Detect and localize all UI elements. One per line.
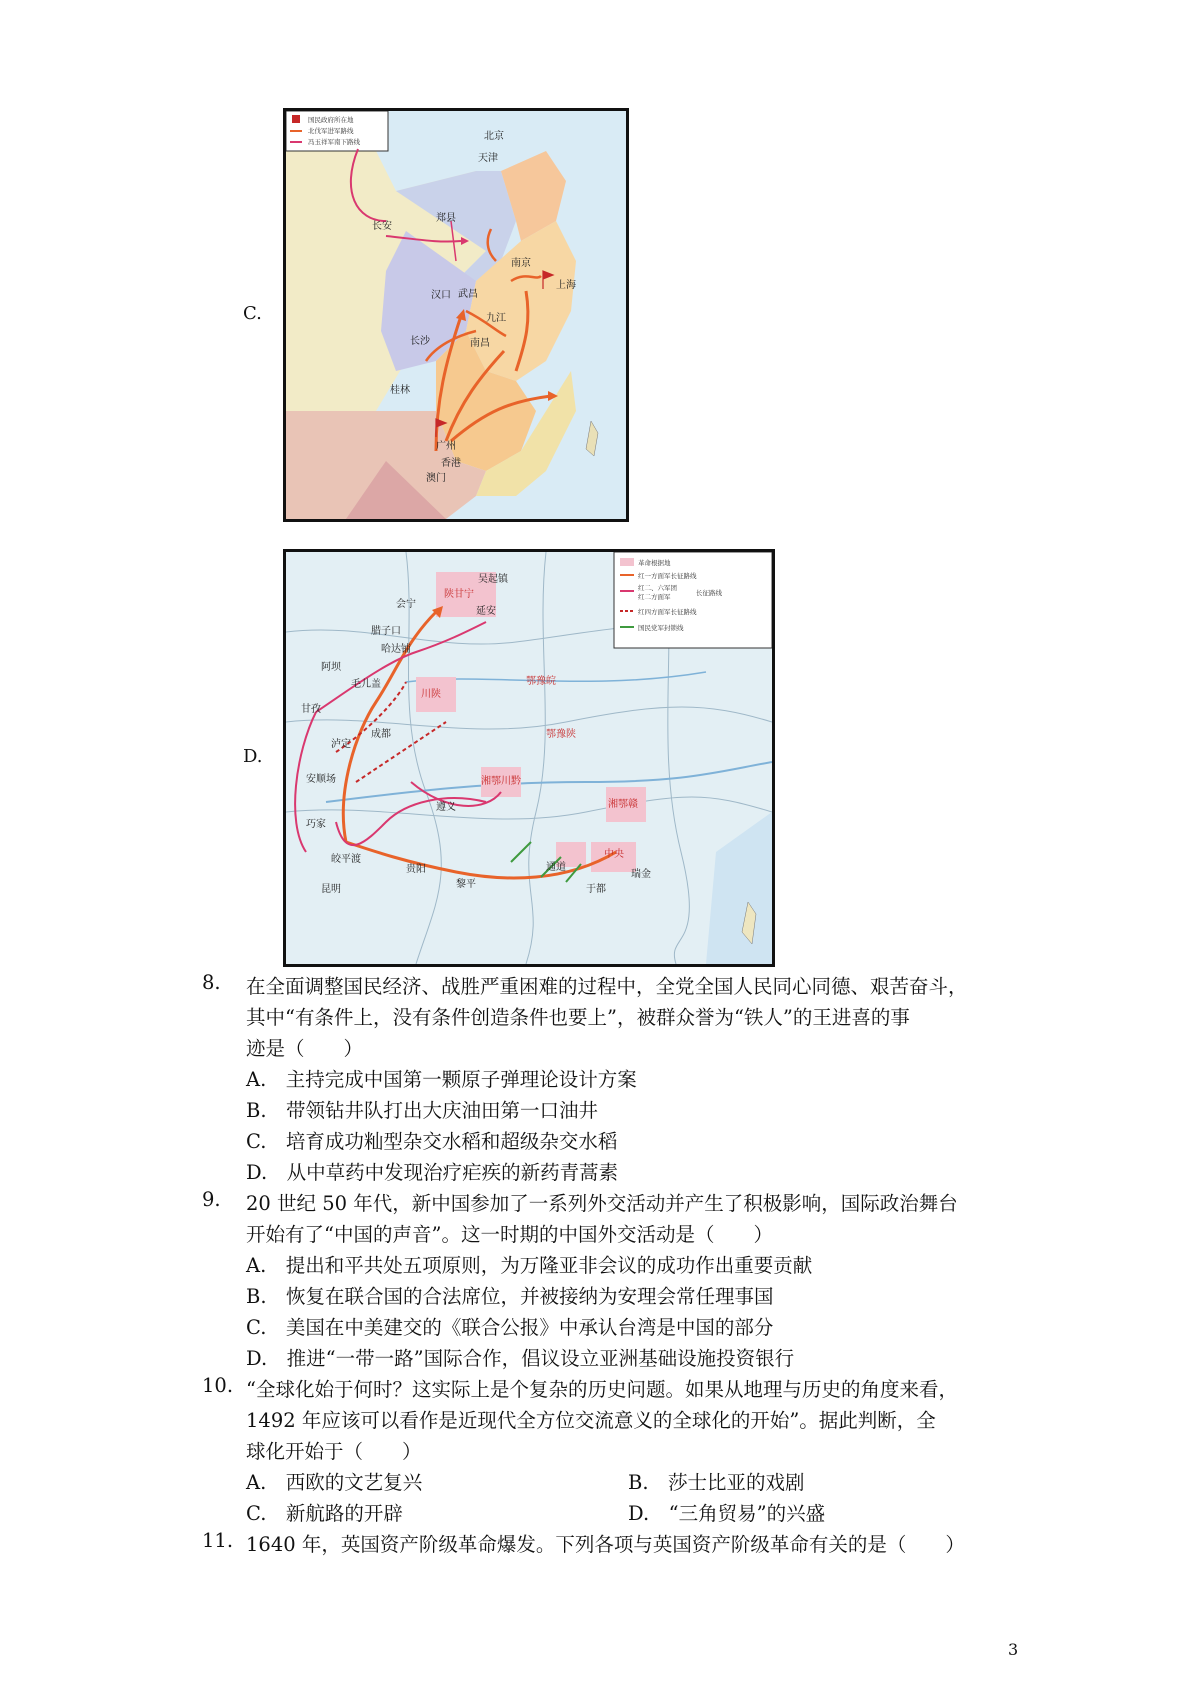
region-label: 陕甘宁 xyxy=(444,589,474,600)
answer-option[interactable]: D. “三角贸易”的兴盛 xyxy=(628,1502,826,1525)
city-label: 桂林 xyxy=(390,385,410,396)
city-label: 长沙 xyxy=(410,336,430,347)
region-label: 湘鄂赣 xyxy=(608,799,638,810)
city-label: 上海 xyxy=(556,280,576,291)
city-label: 安顺场 xyxy=(306,774,336,785)
city-label: 黎平 xyxy=(456,879,476,890)
answer-option[interactable]: A. 提出和平共处五项原则，为万隆亚非会议的成功作出重要贡献 xyxy=(246,1254,813,1277)
city-label: 哈达铺 xyxy=(381,644,411,655)
city-label: 香港 xyxy=(441,458,461,469)
question-number: 10. xyxy=(202,1374,234,1397)
question-text: 球化开始于（ ） xyxy=(246,1440,422,1463)
legend-d-item: 红二方面军 xyxy=(638,593,671,601)
question-text: “全球化始于何时？这实际上是个复杂的历史问题。如果从地理与历史的角度来看， xyxy=(246,1378,958,1401)
question-number: 11. xyxy=(202,1529,234,1552)
answer-option[interactable]: D. 从中草药中发现治疗疟疾的新药青蒿素 xyxy=(246,1161,619,1184)
answer-option[interactable]: C. 美国在中美建交的《联合公报》中承认台湾是中国的部分 xyxy=(246,1316,774,1339)
question-text: 开始有了“中国的声音”。这一时期的中国外交活动是（ ） xyxy=(246,1223,773,1246)
question-text: 1492 年应该可以看作是近现代全方位交流意义的全球化的开始”。据此判断，全 xyxy=(246,1409,936,1432)
city-label: 于都 xyxy=(586,884,606,895)
region-label: 鄂豫皖 xyxy=(526,676,556,687)
region-label: 湘鄂川黔 xyxy=(481,776,521,787)
answer-option[interactable]: C. 培育成功籼型杂交水稻和超级杂交水稻 xyxy=(246,1130,618,1153)
answer-option[interactable]: B. 恢复在联合国的合法席位，并被接纳为安理会常任理事国 xyxy=(246,1285,774,1308)
city-label: 北京 xyxy=(484,131,504,142)
question-text: 迹是（ ） xyxy=(246,1037,364,1060)
city-label: 瑞金 xyxy=(631,869,651,880)
region-label: 中央 xyxy=(604,849,624,860)
question-text: 20 世纪 50 年代，新中国参加了一系列外交活动并产生了积极影响，国际政治舞台 xyxy=(246,1192,958,1215)
city-label: 遵义 xyxy=(436,802,456,813)
legend-d-item: 国民党军封锁线 xyxy=(638,624,684,632)
answer-option[interactable]: C. 新航路的开辟 xyxy=(246,1502,403,1525)
city-label: 延安 xyxy=(476,606,496,617)
city-label: 郑县 xyxy=(436,213,456,224)
answer-option[interactable]: D. 推进“一带一路”国际合作，倡议设立亚洲基础设施投资银行 xyxy=(246,1347,795,1370)
legend-d-item: 红四方面军长征路线 xyxy=(638,608,697,616)
question-text: 其中“有条件上，没有条件创造条件也要上”，被群众誉为“铁人”的王进喜的事 xyxy=(246,1006,910,1029)
city-label: 长安 xyxy=(372,221,392,232)
answer-option[interactable]: B. 莎士比亚的戏剧 xyxy=(628,1471,805,1494)
city-label: 贵阳 xyxy=(406,864,426,875)
legend-d-item: 革命根据地 xyxy=(638,559,671,567)
city-label: 成都 xyxy=(371,729,391,740)
page-number: 3 xyxy=(1008,1640,1019,1659)
northern-expedition-map xyxy=(283,108,629,522)
legend-d-item: 红一方面军长征路线 xyxy=(638,572,697,580)
option-c-label: C. xyxy=(243,303,262,324)
legend-c-item: 国民政府所在地 xyxy=(308,116,354,124)
city-label: 毛儿盖 xyxy=(351,679,381,690)
question-number: 9. xyxy=(202,1188,221,1211)
city-label: 泸定 xyxy=(331,739,351,750)
city-label: 汉口 xyxy=(431,290,451,301)
legend-c-item: 冯玉祥军南下路线 xyxy=(308,138,360,146)
city-label: 腊子口 xyxy=(371,626,401,637)
answer-option[interactable]: A. 西欧的文艺复兴 xyxy=(246,1471,423,1494)
city-label: 阿坝 xyxy=(321,662,341,673)
city-label: 皎平渡 xyxy=(331,854,361,865)
city-label: 广州 xyxy=(436,441,456,452)
city-label: 会宁 xyxy=(396,599,416,610)
city-label: 天津 xyxy=(478,153,498,164)
city-label: 甘孜 xyxy=(301,704,321,715)
question-text: 在全面调整国民经济、战胜严重困难的过程中，全党全国人民同心同德、艰苦奋斗， xyxy=(246,975,968,998)
city-label: 昆明 xyxy=(321,884,341,895)
legend-d-item: 红二、六军团 xyxy=(638,584,677,592)
region-label: 川陕 xyxy=(421,689,441,700)
legend-c-item: 北伐军进军路线 xyxy=(308,127,354,135)
city-label: 南京 xyxy=(511,258,531,269)
long-march-map xyxy=(283,549,775,967)
answer-option[interactable]: B. 带领钻井队打出大庆油田第一口油井 xyxy=(246,1099,599,1122)
legend-d-item: 长征路线 xyxy=(696,589,722,597)
city-label: 九江 xyxy=(486,313,506,324)
city-label: 吴起镇 xyxy=(478,574,508,585)
question-text: 1640 年，英国资产阶级革命爆发。下列各项与英国资产阶级革命有关的是（ ） xyxy=(246,1533,965,1556)
option-d-label: D. xyxy=(243,746,263,767)
city-label: 通道 xyxy=(546,862,566,873)
city-label: 巧家 xyxy=(306,819,326,830)
question-number: 8. xyxy=(202,971,221,994)
city-label: 澳门 xyxy=(426,473,446,484)
region-label: 鄂豫陕 xyxy=(546,729,576,740)
answer-option[interactable]: A. 主持完成中国第一颗原子弹理论设计方案 xyxy=(246,1068,637,1091)
city-label: 武昌 xyxy=(458,289,478,300)
city-label: 南昌 xyxy=(470,338,490,349)
